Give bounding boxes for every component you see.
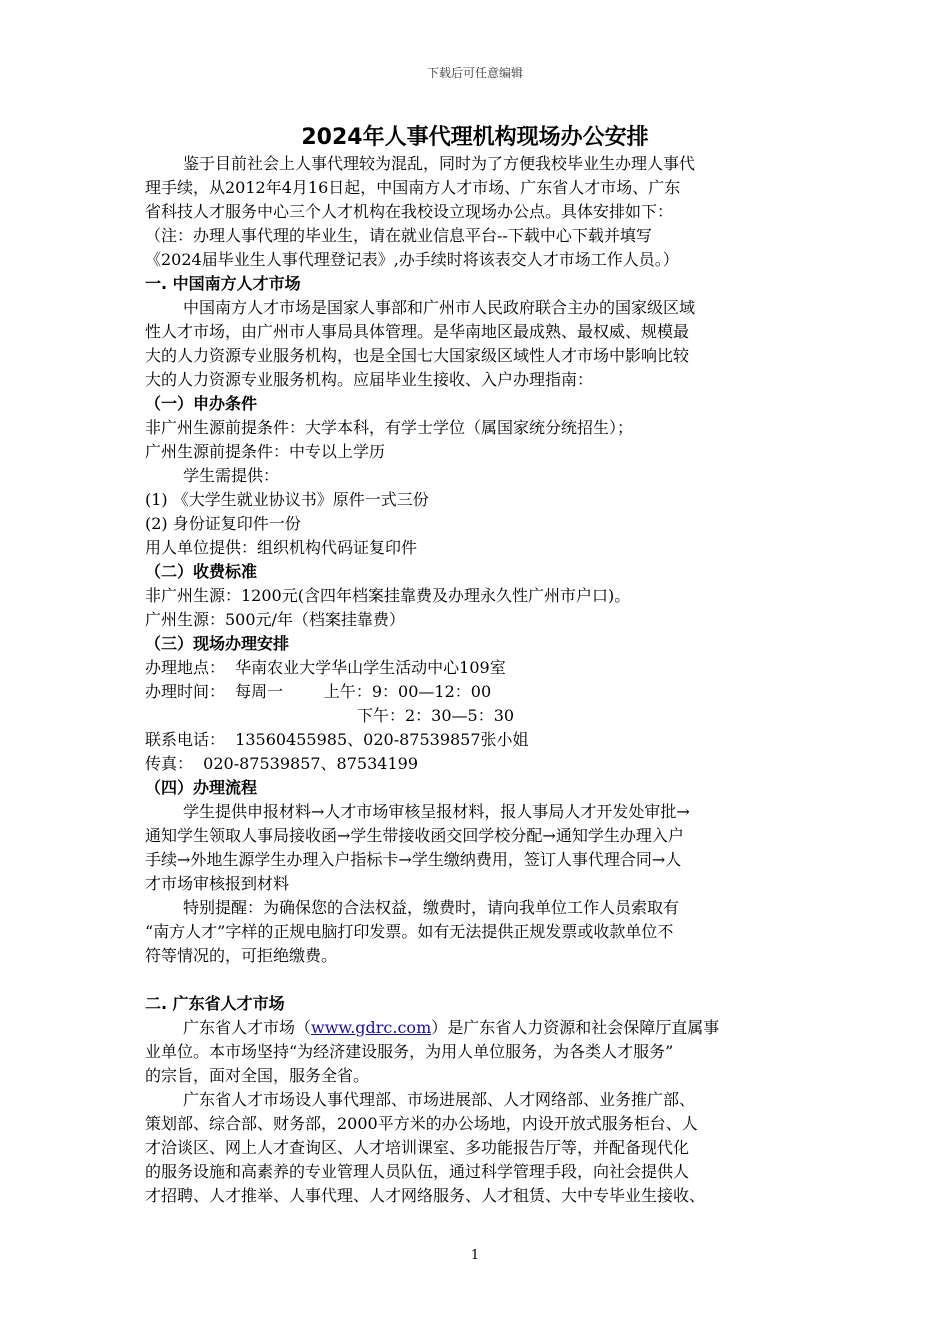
fee-line: 非广州生源：1200元(含四年档案挂靠费及办理永久性广州市户口)。 <box>145 586 631 605</box>
process-line: 才市场审核报到材料 <box>145 874 290 893</box>
section1-desc-line: 大的人力资源专业服务机构，也是全国七大国家级区域性人才市场中影响比较 <box>145 346 690 365</box>
gdrc-link[interactable]: www.gdrc.com <box>311 1018 432 1037</box>
condition-line: 非广州生源前提条件：大学本科，有学士学位（属国家统分统招生）； <box>145 418 634 437</box>
section2-p1-prefix: 广东省人才市场（ <box>183 1018 312 1037</box>
subheading-arrangement: （三）现场办理安排 <box>145 634 290 653</box>
subheading-conditions: （一）申办条件 <box>145 394 258 413</box>
reminder-line: “南方人才”字样的正规电脑打印发票。如有无法提供正规发票或收款单位不 <box>145 922 674 941</box>
reminder-line: 符等情况的，可拒绝缴费。 <box>145 946 338 965</box>
section1-desc-line: 性人才市场，由广州市人事局具体管理。是华南地区最成熟、最权威、规模最 <box>145 322 690 341</box>
student-provides-label: 学生需提供： <box>183 466 280 485</box>
section2-p2-line: 策划部、综合部、财务部，2000平方米的办公场地，内设开放式服务柜台、人 <box>145 1114 698 1133</box>
section1-desc-line: 大的人力资源专业服务机构。应届毕业生接收、入户办理指南： <box>145 370 594 389</box>
page-header: 下载后可任意编辑 <box>426 66 523 80</box>
section2-p1-line <box>183 1016 719 1040</box>
time-line: 办理时间： 每周一 上午：9：00—12：00 <box>145 682 492 701</box>
intro-line: 鉴于目前社会上人事代理较为混乱，同时为了方便我校毕业生办理人事代 <box>183 154 696 173</box>
fax-line: 传真： 020-87539857、87534199 <box>145 754 418 773</box>
list-item: (2) 身份证复印件一份 <box>145 514 301 533</box>
section2-heading: 二. 广东省人才市场 <box>145 994 285 1013</box>
process-line: 学生提供申报材料→人才市场审核呈报材料，报人事局人才开发处审批→ <box>183 802 690 821</box>
subheading-process: （四）办理流程 <box>145 778 258 797</box>
section2-p1-suffix: ）是广东省人力资源和社会保障厅直属事 <box>431 1018 720 1037</box>
phone-line: 联系电话： 13560455985、020-87539857张小姐 <box>145 730 529 749</box>
intro-line: （注：办理人事代理的毕业生，请在就业信息平台--下载中心下载并填写 <box>145 226 652 245</box>
process-line: 手续→外地生源学生办理入户指标卡→学生缴纳费用，签订人事代理合同→人 <box>145 850 682 869</box>
intro-line: 理手续，从2012年4月16日起，中国南方人才市场、广东省人才市场、广东 <box>145 178 681 197</box>
fee-line: 广州生源：500元/年（档案挂靠费） <box>145 610 405 629</box>
section2-p2-line: 才招聘、人才推举、人事代理、人才网络服务、人才租赁、大中专毕业生接收、 <box>145 1186 706 1205</box>
process-line: 通知学生领取人事局接收函→学生带接收函交回学校分配→通知学生办理入户 <box>145 826 684 845</box>
place-line: 办理地点： 华南农业大学华山学生活动中心109室 <box>145 658 506 677</box>
intro-line: 省科技人才服务中心三个人才机构在我校设立现场办公点。具体安排如下： <box>145 202 674 221</box>
section2-p1-line: 的宗旨，面对全国，服务全省。 <box>145 1066 370 1085</box>
section2-p2-line: 广东省人才市场设人事代理部、市场进展部、人才网络部、业务推广部、 <box>183 1090 696 1109</box>
time-line: 下午：2：30—5：30 <box>357 706 515 725</box>
document-title: 2024年人事代理机构现场办公安排 <box>301 125 649 150</box>
reminder-line: 特别提醒：为确保您的合法权益，缴费时，请向我单位工作人员索取有 <box>183 898 680 917</box>
subheading-fees: （二）收费标准 <box>145 562 258 581</box>
section2-p2-line: 才洽谈区、网上人才查询区、人才培训课室、多功能报告厅等，并配备现代化 <box>145 1138 690 1157</box>
employer-provides: 用人单位提供：组织机构代码证复印件 <box>145 538 418 557</box>
section2-p2-line: 的服务设施和高素养的专业管理人员队伍，通过科学管理手段，向社会提供人 <box>145 1162 690 1181</box>
section1-desc-line: 中国南方人才市场是国家人事部和广州市人民政府联合主办的国家级区域 <box>183 298 696 317</box>
intro-line: 《2024届毕业生人事代理登记表》,办手续时将该表交人才市场工作人员。） <box>145 250 679 269</box>
condition-line: 广州生源前提条件：中专以上学历 <box>145 442 386 461</box>
section1-heading: 一. 中国南方人才市场 <box>145 274 301 293</box>
list-item: (1) 《大学生就业协议书》原件一式三份 <box>145 490 429 509</box>
page-number: 1 <box>470 1248 480 1263</box>
section2-p1-line: 业单位。本市场坚持“为经济建设服务，为用人单位服务，为各类人才服务” <box>145 1042 674 1061</box>
